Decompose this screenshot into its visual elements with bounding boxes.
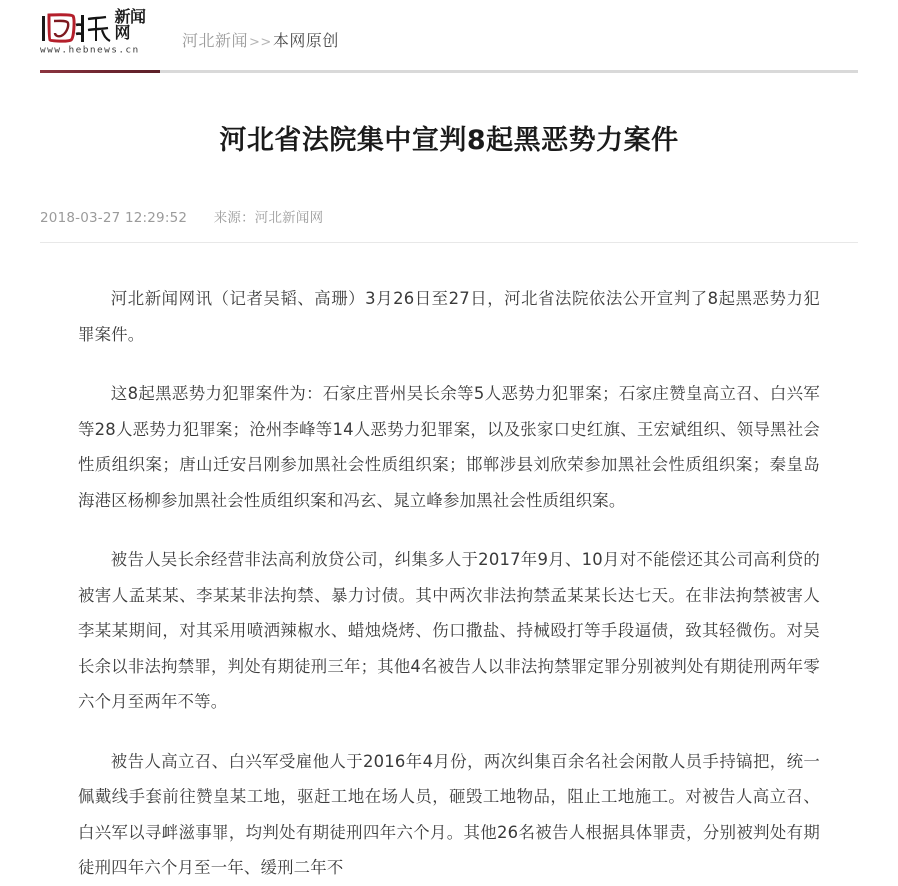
site-header [0, 0, 898, 70]
article-paragraph: 河北新闻网讯（记者吴韬、高珊）3月26日至27日，河北省法院依法公开宣判了8起黑恶势力犯罪案件。 [78, 289, 820, 344]
article-paragraph: 被告人高立召、白兴军受雇他人于2016年4月份，两次纠集百余名社会闲散人员手持镐把，统一佩戴线手套前往赞皇某工地，驱赶工地在场人员，砸毁工地物品，阻止工地施工。对被告人高立召、白兴军以寻衅滋事罪，均判处有期徒刑四年六个月。其他26名被告人根据具体罪责，分别被判处有期徒刑四年六个月至一年、缓刑二年不 [78, 751, 820, 878]
article [0, 73, 898, 886]
header-inner [40, 0, 858, 58]
header-accent-bar [40, 70, 160, 73]
article-body [40, 281, 858, 886]
article-timestamp: 2018-03-27 12:29:52 [40, 210, 188, 227]
breadcrumb-current[interactable]: 本网原创 [272, 31, 339, 50]
article-paragraph: 这8起黑恶势力犯罪案件为：石家庄晋州吴长余等5人恶势力犯罪案；石家庄赞皇高立召、白兴军等28人恶势力犯罪案；沧州李峰等14人恶势力犯罪案，以及张家口史红旗、王宏斌组织、领导黑社会性质组织案；唐山迁安吕刚参加黑社会性质组织案；邯郸涉县刘欣荣参加黑社会性质组织案；秦皇岛海港区杨柳参加黑社会性质组织案和冯玄、晁立峰参加黑社会性质组织案。 [78, 384, 820, 510]
breadcrumb-parent[interactable]: 河北新闻 [182, 31, 249, 50]
article-paragraph: 被告人吴长余经营非法高利放贷公司，纠集多人于2017年9月、10月对不能偿还其公司高利贷的被害人孟某某、李某某非法拘禁、暴力讨债。其中两次非法拘禁孟某某长达七天。在非法拘禁被害人李某某期间，对其采用喷洒辣椒水、蜡烛烧烤、伤口撒盐、持械殴打等手段逼债，致其轻微伤。对吴长余以非法拘禁罪，判处有期徒刑三年；其他4名被告人以非法拘禁罪定罪分别被判处有期徒刑两年零六个月至两年不等。 [78, 550, 820, 712]
logo-domain: www.hebnews.cn [40, 45, 140, 56]
logo-wordmark: 新闻网 [114, 7, 146, 42]
article-source: 来源：河北新闻网 [213, 210, 324, 227]
site-logo[interactable] [40, 7, 160, 58]
header-divider [40, 70, 858, 73]
logo-top-row [40, 7, 160, 43]
breadcrumb [182, 28, 339, 58]
hebei-brush-logo-icon [40, 13, 112, 43]
article-meta [40, 206, 858, 243]
breadcrumb-separator: >> [249, 35, 272, 50]
article-title: 河北省法院集中宣判8起黑恶势力案件 [219, 125, 679, 156]
